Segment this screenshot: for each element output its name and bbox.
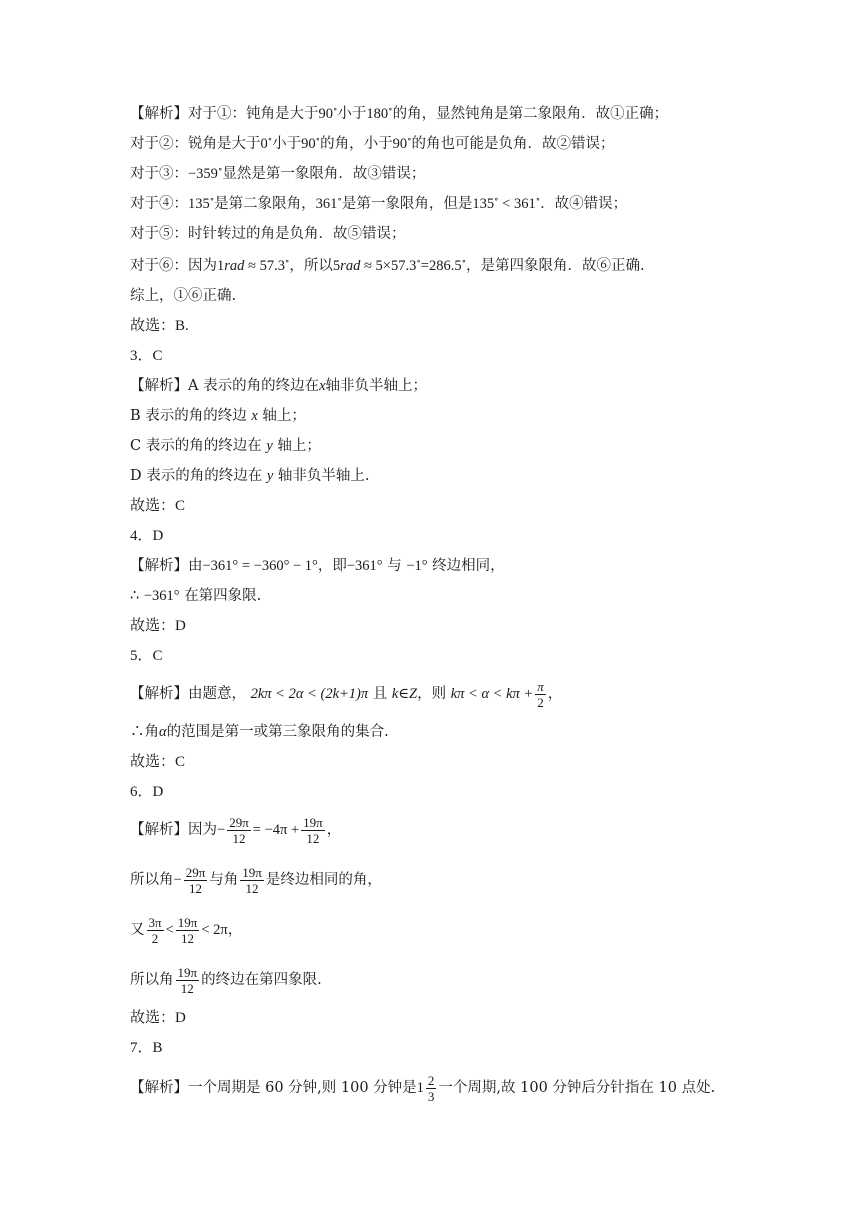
q2-analysis-item3: 对于③：−359∘显然是第一象限角．故③错误； [130,165,426,182]
q4-answer: 故选：D [130,618,186,634]
q6-number: 6．D [130,784,164,800]
fraction-19pi-12: $\frac{19\pi}{12}$ [303,814,323,846]
q7-analysis: 【解析】一个周期是 60 分钟,则 100 分钟是1 $\frac{2}{3}$ 一个周期,故 100 分钟后分针指在 10 点处. [130,1070,820,1106]
q2-summary: 综上，①⑥正确. [130,288,237,304]
fraction-3pi-2: $\frac{3\pi}{2}$ [148,914,162,946]
q4-number: 4．D [130,528,164,544]
fraction-29pi-12: $\frac{29\pi}{12}$ [229,814,249,846]
q4-analysis-2: ∴ −361° 在第四象限. [130,588,262,604]
fraction-2-3: $\frac{2}{3}$ [427,1072,435,1104]
fraction-19pi-12: $\frac{19\pi}{12}$ [242,864,262,896]
fraction-19pi-12: $\frac{19\pi}{12}$ [177,914,198,946]
q6-analysis-3: 又 $\frac{3\pi}{2}$ < $\frac{19\pi}{12}$ < 2π， [130,914,243,946]
q5-answer: 故选：C [130,754,186,770]
q5-number: 5．C [130,648,163,664]
q7-number: 7．B [130,1040,163,1056]
q3-number: 3．C [130,348,163,364]
q2-answer: 故选：B. [130,318,189,334]
q6-answer: 故选：D [130,1010,186,1026]
q2-analysis-item1: 【解析】对于①：钝角是大于90∘小于180∘的角，显然钝角是第二象限角．故①正确； [130,105,669,122]
q3-analysis-d: D 表示的角的终边在 y 轴非负半轴上. [130,468,370,484]
q3-analysis-b: B 表示的角的终边 x 轴上； [130,408,306,424]
q6-analysis-1: 【解析】因为− $\frac{29\pi}{12}$ = −4π + $\frac{19\pi}{12}$ ， [130,814,342,846]
fraction-19pi-12: $\frac{19\pi}{12}$ [177,964,198,996]
fraction-29pi-12: $\frac{29\pi}{12}$ [185,864,206,896]
q2-analysis-item6: 对于⑥：因为1rad ≈ 57.3∘，所以5rad ≈ 5×57.3∘=286.5∘，是第四象限角．故⑥正确. [130,257,645,274]
mixed-number: 1 [416,1080,424,1096]
q6-analysis-2: 所以角− $\frac{29\pi}{12}$ 与角 $\frac{19\pi}{12}$ 是终边相同的角， [130,864,382,896]
q5-analysis-2: ∴角α的范围是第一或第三象限角的集合. [130,724,389,740]
q3-answer: 故选：C [130,498,186,514]
q3-analysis-c: C 表示的角的终边在 y 轴上； [130,438,321,454]
q3-analysis-a: 【解析】A 表示的角的终边在x轴非负半轴上； [130,378,428,394]
q2-analysis-item4: 对于④：135∘是第二象限角，361∘是第一象限角，但是135∘ < 361∘．故④错误； [130,195,628,212]
pi-over-2-fraction: $\frac{\pi}{2}$ [537,678,544,710]
q2-analysis-item5: 对于⑤：时针转过的角是负角．故⑤错误； [130,226,406,242]
q5-analysis-1: 【解析】由题意， 2kπ < 2α < (2k+1)π 且 k∈Z，则 kπ < α < kπ + $\frac{\pi}{2}$ ， [130,678,563,710]
q4-analysis-1: 【解析】由−361° = −360° − 1°，即−361° 与 −1° 终边相同， [130,558,505,574]
q6-analysis-4: 所以角 $\frac{19\pi}{12}$ 的终边在第四象限. [130,964,322,996]
q2-analysis-item2: 对于②：锐角是大于0∘小于90∘的角，小于90∘的角也可能是负角．故②错误； [130,135,615,152]
